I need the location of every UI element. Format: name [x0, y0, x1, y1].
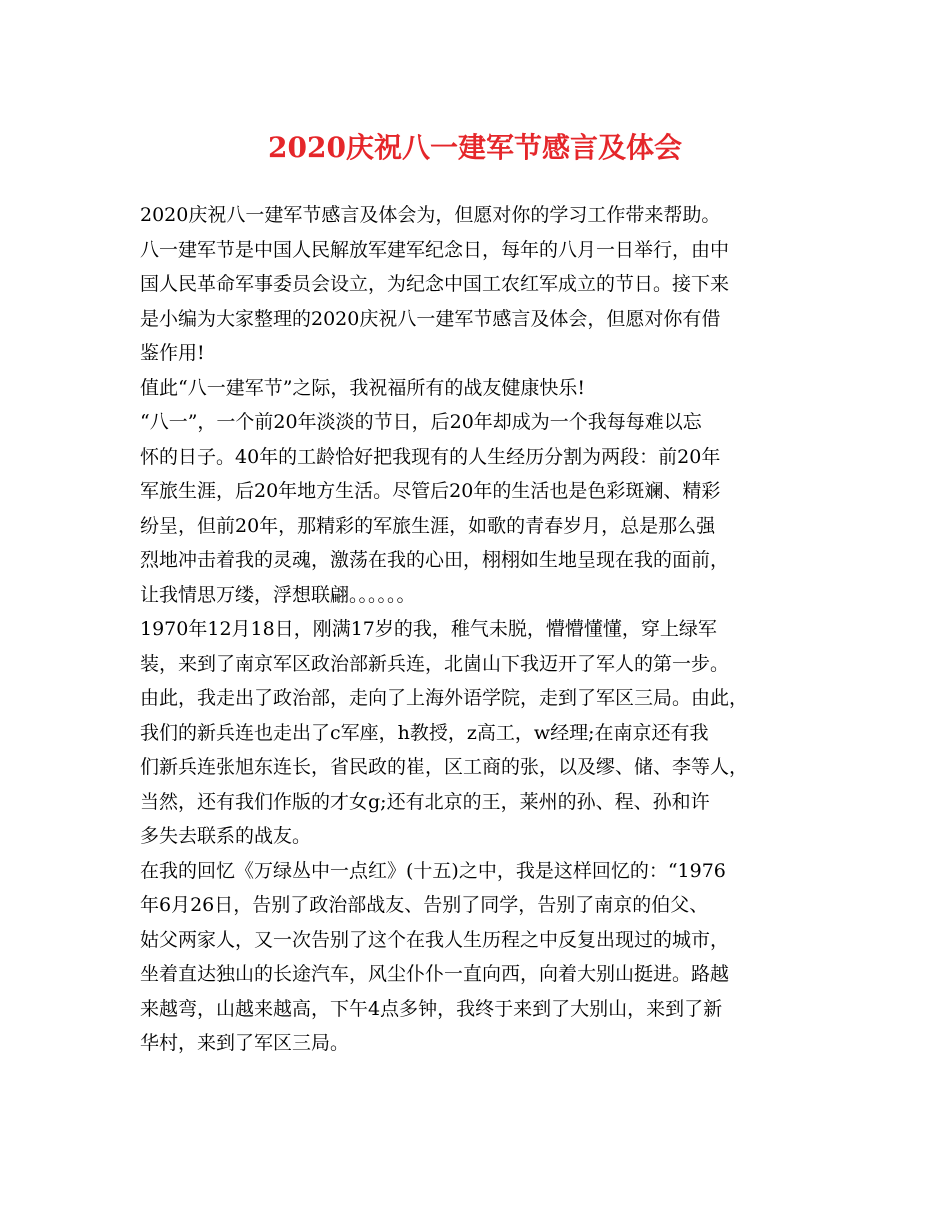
text-line: 值此“八一建军节”之际，我祝福所有的战友健康快乐!	[140, 376, 586, 399]
document-title: 2020庆祝八一建军节感言及体会	[268, 131, 682, 164]
text-line: 怀的日子。40年的工龄恰好把我现有的人生经历分割为两段：前20年	[140, 445, 721, 468]
text-line: 1970年12月18日，刚满17岁的我，稚气未脱，懵懵懂懂，穿上绿军	[140, 618, 717, 640]
text-line: 在我的回忆《万绿丛中一点红》(十五)之中，我是这样回忆的：“1976	[140, 859, 726, 882]
text-line: 姑父两家人，又一次告别了这个在我人生历程之中反复出现过的城市，	[140, 928, 730, 951]
text-line: 由此，我走出了政治部，走向了上海外语学院，走到了军区三局。由此，	[140, 687, 749, 709]
text-line: 纷呈，但前20年，那精彩的军旅生涯，如歌的青春岁月，总是那么强	[140, 514, 716, 537]
text-line: 华村，来到了军区三局。	[140, 1032, 350, 1054]
text-line: 我们的新兵连也走出了c军座，h教授，z高工，w经理;在南京还有我	[140, 721, 709, 744]
text-line: 多失去联系的战友。	[140, 825, 312, 847]
text-line: 来越弯，山越来越高，下午4点多钟，我终于来到了大别山，来到了新	[140, 997, 723, 1020]
text-line: 军旅生涯，后20年地方生活。尽管后20年的生活也是色彩斑斓、精彩	[140, 480, 721, 502]
text-line: 烈地冲击着我的灵魂，激荡在我的心田，栩栩如生地呈现在我的面前，	[140, 549, 730, 571]
text-line: 鉴作用!	[140, 342, 205, 364]
text-line: 们新兵连张旭东连长，省民政的崔，区工商的张，以及缪、储、李等人，	[140, 756, 749, 778]
text-line: 坐着直达独山的长途汽车，风尘仆仆一直向西，向着大别山挺进。路越	[140, 963, 730, 985]
text-line: 是小编为大家整理的2020庆祝八一建军节感言及体会，但愿对你有借	[140, 307, 721, 330]
text-line: 八一建军节是中国人民解放军建军纪念日，每年的八月一日举行，由中	[140, 238, 730, 261]
text-line: 当然，还有我们作版的才女g;还有北京的王，莱州的孙、程、孙和许	[140, 790, 710, 813]
text-line: “八一”，一个前20年淡淡的节日，后20年却成为一个我每每难以忘	[140, 411, 702, 433]
document-body	[140, 198, 820, 1061]
text-line: 装，来到了南京军区政治部新兵连，北崮山下我迈开了军人的第一步。	[140, 652, 730, 675]
text-line: 2020庆祝八一建军节感言及体会为，但愿对你的学习工作带来帮助。	[140, 204, 721, 226]
text-line: 让我情思万缕，浮想联翩。。。。。。	[140, 583, 416, 606]
text-line: 年6月26日，告别了政治部战友、告别了同学，告别了南京的伯父、	[140, 894, 709, 916]
text-line: 国人民革命军事委员会设立，为纪念中国工农红军成立的节日。接下来	[140, 273, 730, 295]
